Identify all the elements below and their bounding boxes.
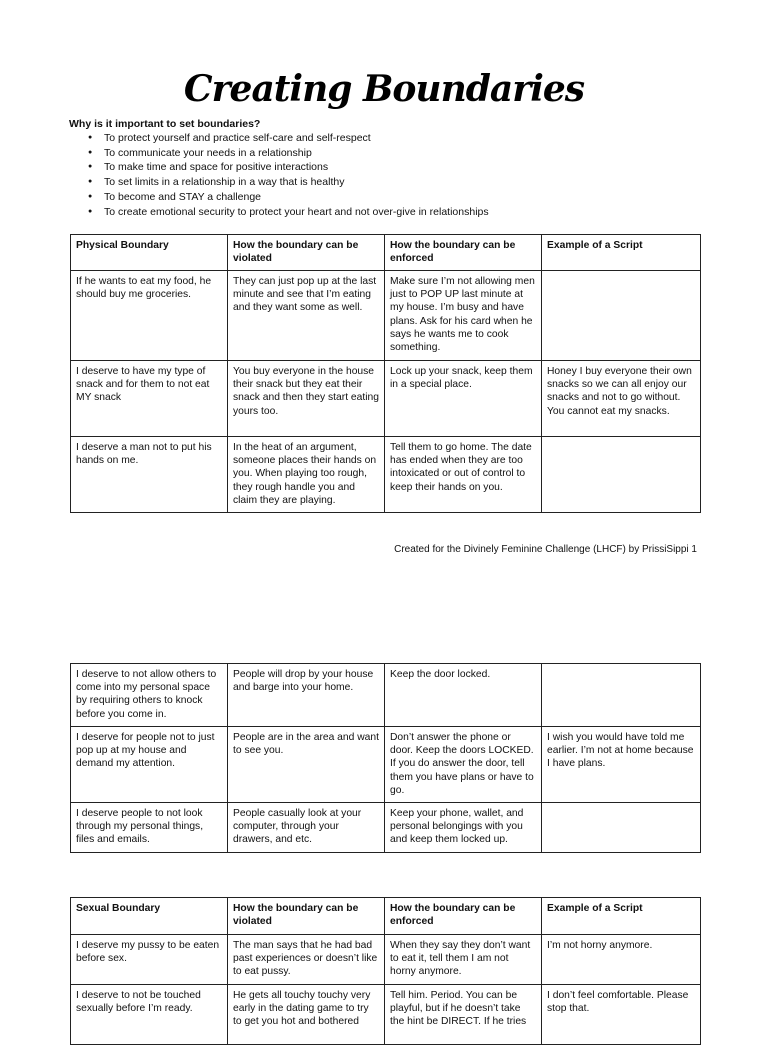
table-row bbox=[71, 664, 701, 727]
table-cell: I deserve to not be touched sexually before I’m ready. bbox=[71, 985, 228, 1045]
header-cell: Physical Boundary bbox=[71, 235, 228, 271]
table-row bbox=[71, 437, 701, 513]
table-cell bbox=[542, 664, 701, 727]
list-item: ● To protect yourself and practice self-care and self-respect bbox=[88, 131, 489, 146]
reasons-list bbox=[88, 131, 489, 219]
table-cell: I deserve people to not look through my personal things, files and emails. bbox=[71, 803, 228, 853]
table-cell: People are in the area and want to see you. bbox=[228, 727, 385, 803]
table-cell: I wish you would have told me earlier. I’m not at home because I have plans. bbox=[542, 727, 701, 803]
table-cell: You buy everyone in the house their snack but they eat their snack and then they start eating yours too. bbox=[228, 361, 385, 437]
table-row bbox=[71, 727, 701, 803]
header-cell: How the boundary can be enforced bbox=[385, 898, 542, 935]
table-cell: When they say they don’t want to eat it, tell them I am not horny anymore. bbox=[385, 935, 542, 985]
header-cell: How the boundary can be violated bbox=[228, 235, 385, 271]
physical-boundary-table-continued bbox=[70, 663, 701, 853]
header-cell: Sexual Boundary bbox=[71, 898, 228, 935]
table-cell: I deserve my pussy to be eaten before sex. bbox=[71, 935, 228, 985]
table-cell: Don’t answer the phone or door. Keep the doors LOCKED. If you do answer the door, tell them you have plans or have to go. bbox=[385, 727, 542, 803]
table-cell: In the heat of an argument, someone places their hands on you. When playing too rough, they rough handle you and claim they are playing. bbox=[228, 437, 385, 513]
sexual-boundary-table bbox=[70, 897, 701, 1045]
intro-question: Why is it important to set boundaries? bbox=[69, 118, 261, 130]
table-cell: He gets all touchy touchy very early in the dating game to try to get you hot and bothered bbox=[228, 985, 385, 1045]
table-cell: Tell him. Period. You can be playful, but if he doesn’t take the hint be DIRECT. If he tries bbox=[385, 985, 542, 1045]
table-cell: The man says that he had bad past experiences or doesn’t like to eat pussy. bbox=[228, 935, 385, 985]
table-cell: I don’t feel comfortable. Please stop that. bbox=[542, 985, 701, 1045]
table-cell: Make sure I’m not allowing men just to POP UP last minute at my house. I’m busy and have plans. Ask for his card when he says he wants me to cook something. bbox=[385, 271, 542, 361]
table-cell: People will drop by your house and barge into your home. bbox=[228, 664, 385, 727]
header-cell: Example of a Script bbox=[542, 898, 701, 935]
table-cell bbox=[542, 803, 701, 853]
table-header-row bbox=[71, 235, 701, 271]
table-row bbox=[71, 271, 701, 361]
table-cell: I deserve to have my type of snack and for them to not eat MY snack bbox=[71, 361, 228, 437]
table-cell bbox=[542, 271, 701, 361]
list-item: ● To become and STAY a challenge bbox=[88, 190, 489, 205]
header-cell: How the boundary can be violated bbox=[228, 898, 385, 935]
table-cell: If he wants to eat my food, he should buy me groceries. bbox=[71, 271, 228, 361]
header-cell: How the boundary can be enforced bbox=[385, 235, 542, 271]
list-item: ● To make time and space for positive interactions bbox=[88, 160, 489, 175]
table-row bbox=[71, 361, 701, 437]
table-cell: I deserve a man not to put his hands on me. bbox=[71, 437, 228, 513]
table-cell: Keep your phone, wallet, and personal belongings with you and keep them locked up. bbox=[385, 803, 542, 853]
page-footer: Created for the Divinely Feminine Challenge (LHCF) by PrissiSippi 1 bbox=[394, 544, 697, 555]
table-cell: Tell them to go home. The date has ended when they are too intoxicated or out of control to keep their hands on you. bbox=[385, 437, 542, 513]
table-cell: Keep the door locked. bbox=[385, 664, 542, 727]
header-cell: Example of a Script bbox=[542, 235, 701, 271]
table-row bbox=[71, 985, 701, 1045]
table-cell: I deserve to not allow others to come into my personal space by requiring others to knock before you come in. bbox=[71, 664, 228, 727]
table-row bbox=[71, 803, 701, 853]
table-cell bbox=[542, 437, 701, 513]
table-cell: I deserve for people not to just pop up at my house and demand my attention. bbox=[71, 727, 228, 803]
page-title: Creating Boundaries bbox=[183, 68, 585, 110]
list-item: ● To create emotional security to protect your heart and not over-give in relationships bbox=[88, 205, 489, 220]
table-cell: People casually look at your computer, through your drawers, and etc. bbox=[228, 803, 385, 853]
physical-boundary-table bbox=[70, 234, 701, 513]
table-cell: They can just pop up at the last minute and see that I’m eating and they want some as well. bbox=[228, 271, 385, 361]
table-cell: Honey I buy everyone their own snacks so we can all enjoy our snacks and not to go without. You cannot eat my snacks. bbox=[542, 361, 701, 437]
table-header-row bbox=[71, 898, 701, 935]
table-cell: I’m not horny anymore. bbox=[542, 935, 701, 985]
list-item: ● To set limits in a relationship in a way that is healthy bbox=[88, 175, 489, 190]
table-cell: Lock up your snack, keep them in a special place. bbox=[385, 361, 542, 437]
list-item: ● To communicate your needs in a relationship bbox=[88, 146, 489, 161]
table-row bbox=[71, 935, 701, 985]
